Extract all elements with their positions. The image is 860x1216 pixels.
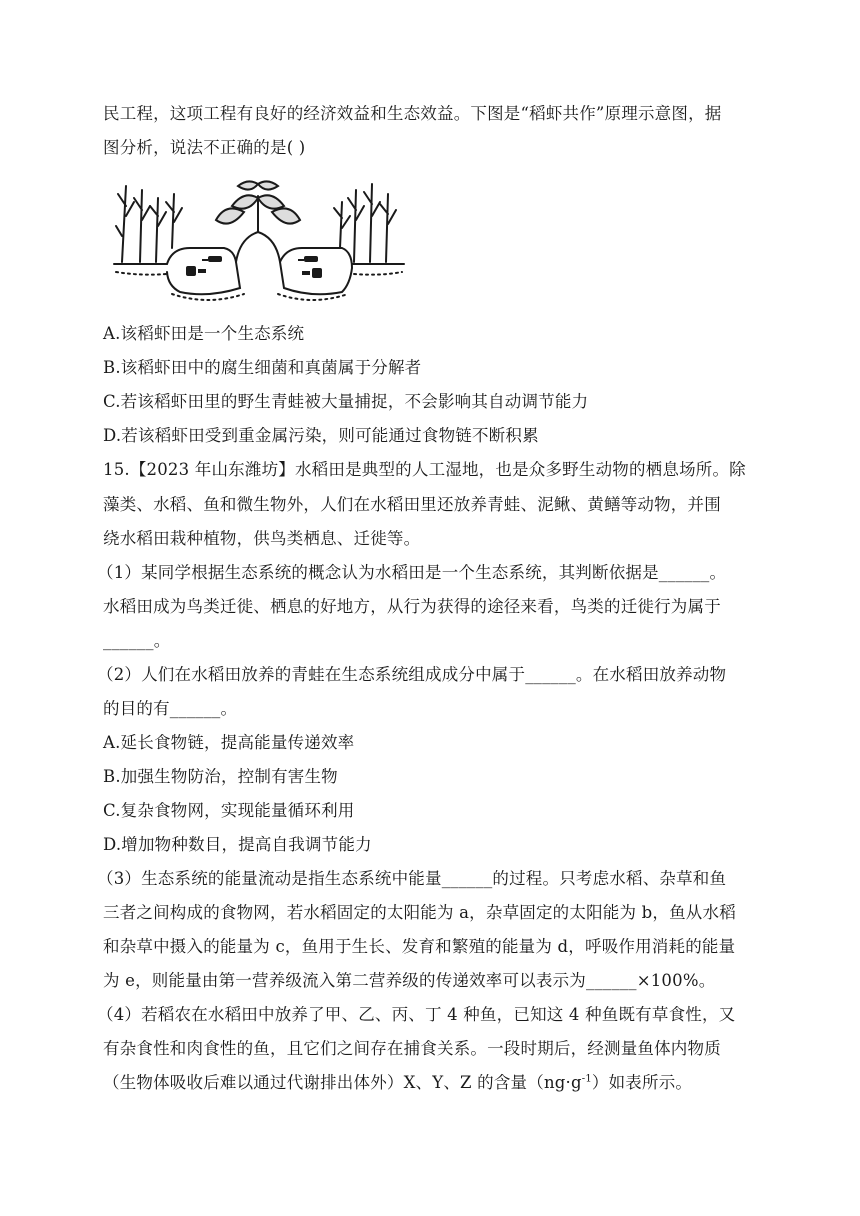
option-c: C.复杂食物网，实现能量循环利用: [103, 801, 355, 820]
sub-question-1: ______。: [103, 631, 171, 650]
sub-question-3: 和杂草中摄入的能量为 c，鱼用于生长、发育和繁殖的能量为 d，呼吸作用消耗的能量: [103, 937, 736, 956]
option-d: D.增加物种数目，提高自我调节能力: [103, 835, 372, 854]
sub-question-1: （1）某同学根据生态系统的概念认为水稻田是一个生态系统，其判断依据是______。: [97, 563, 727, 582]
option-a: A.延长食物链，提高能量传递效率: [103, 733, 355, 752]
option-b: B.加强生物防治，控制有害生物: [103, 767, 338, 786]
option-d: D.若该稻虾田受到重金属污染，则可能通过食物链不断积累: [103, 426, 539, 445]
sub-question-2: 的目的有______。: [103, 699, 238, 718]
option-c: C.若该稻虾田里的野生青蛙被大量捕捉，不会影响其自动调节能力: [103, 392, 589, 411]
option-b: B.该稻虾田中的腐生细菌和真菌属于分解者: [103, 358, 422, 377]
sub-question-4: 有杂食性和肉食性的鱼，且它们之间存在捕食关系。一段时期后，经测量鱼体内物质: [103, 1039, 721, 1058]
text-span: （生物体吸收后难以通过代谢排出体外）X、Y、Z 的含量（ng·g: [103, 1073, 582, 1092]
sub-question-3: （3）生态系统的能量流动是指生态系统中能量______的过程。只考虑水稻、杂草和鱼: [97, 869, 727, 888]
sub-question-4: （4）若稻农在水稻田中放养了甲、乙、丙、丁 4 种鱼，已知这 4 种鱼既有草食性，又: [97, 1005, 736, 1024]
option-a: A.该稻虾田是一个生态系统: [103, 324, 305, 343]
text-span: ）如表所示。: [591, 1073, 693, 1092]
sub-question-2: （2）人们在水稻田放养的青蛙在生态系统组成成分中属于______。在水稻田放养动物: [97, 665, 727, 684]
text-line: 图分析，说法不正确的是( ): [103, 138, 306, 157]
question-15-text: 绕水稻田栽种植物，供鸟类栖息、迁徙等。: [103, 529, 421, 548]
sub-question-3: 三者之间构成的食物网，若水稻固定的太阳能为 a，杂草固定的太阳能为 b，鱼从水稻: [103, 903, 736, 922]
question-15-text: 藻类、水稻、鱼和微生物外，人们在水稻田里还放养青蛙、泥鳅、黄鳝等动物，并围: [103, 495, 721, 514]
text-line: 民工程，这项工程有良好的经济效益和生态效益。下图是“稻虾共作”原理示意图，据: [103, 104, 722, 123]
superscript: -1: [581, 1073, 592, 1085]
sub-question-1: 水稻田成为鸟类迁徙、栖息的好地方，从行为获得的途径来看，鸟类的迁徙行为属于: [103, 597, 721, 616]
sub-question-3: 为 e，则能量由第一营养级流入第二营养级的传递效率可以表示为______×100%。: [103, 971, 716, 990]
question-15-text: 15.【2023 年山东潍坊】水稻田是典型的人工湿地，也是众多野生动物的栖息场所。除: [103, 460, 746, 479]
sub-question-4: [103, 1072, 763, 1094]
rice-shrimp-field-illustration-icon: [112, 176, 405, 307]
